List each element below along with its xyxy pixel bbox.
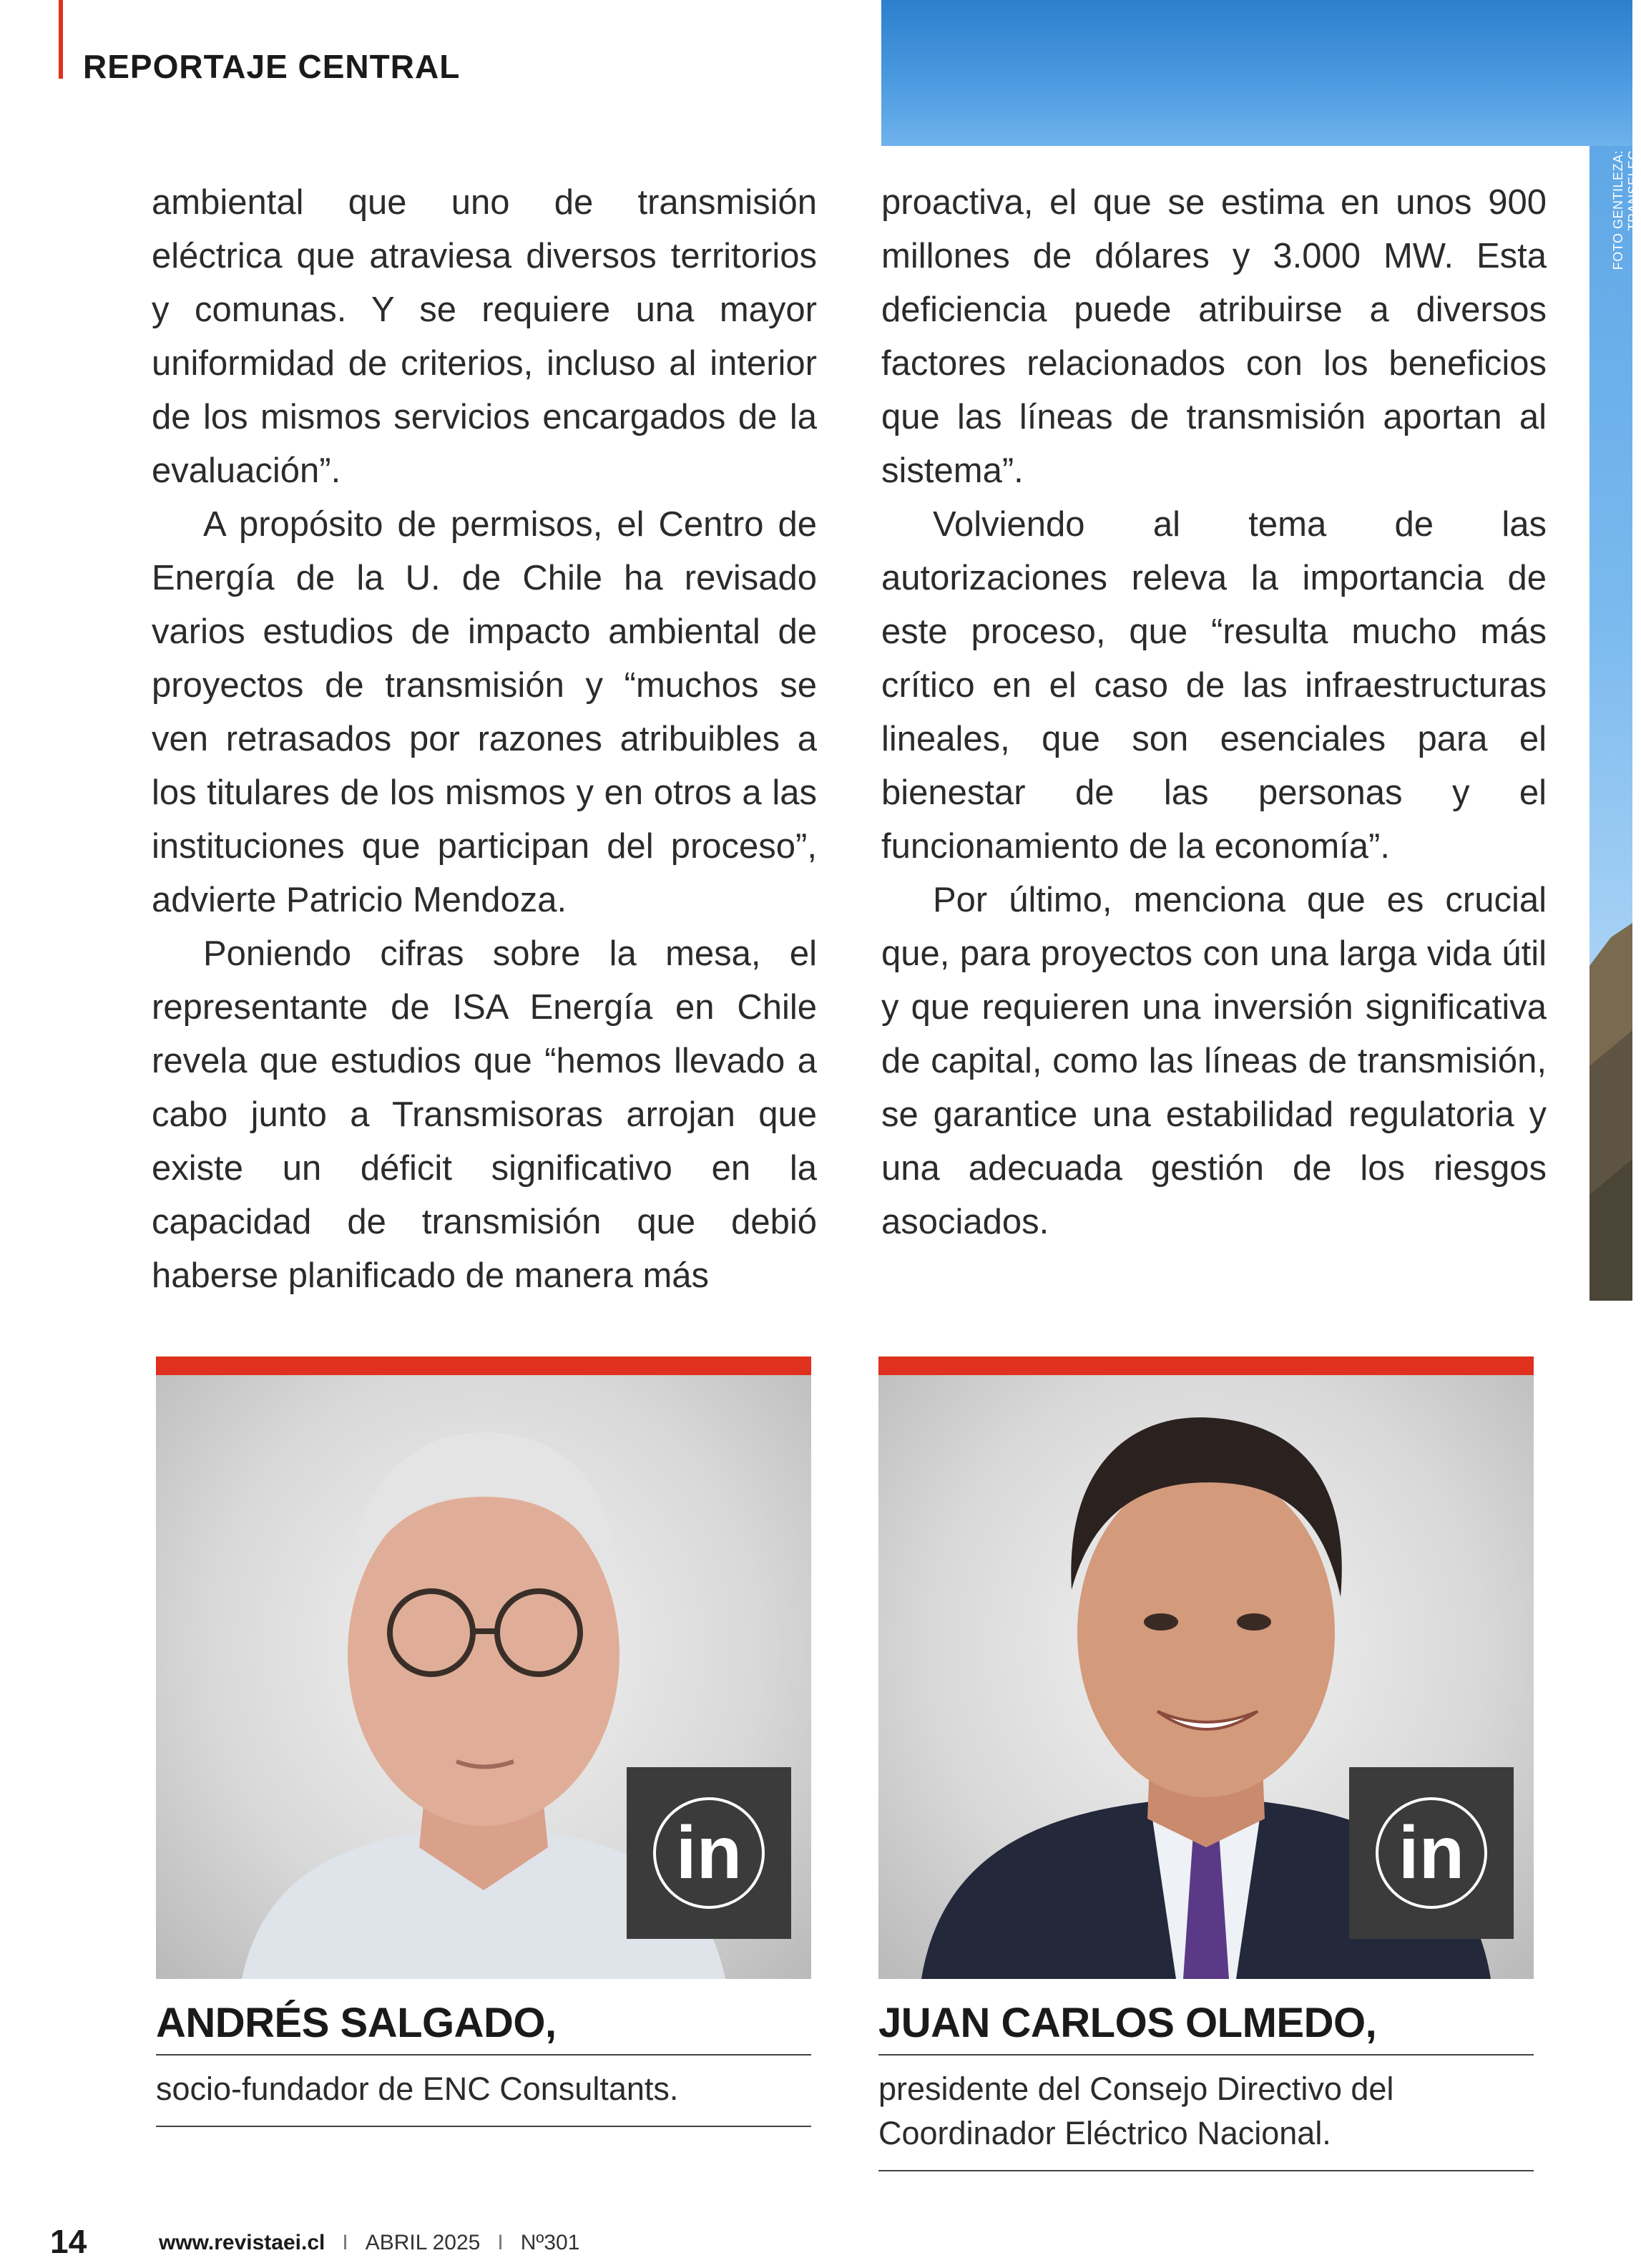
profile-card-salgado — [156, 1357, 811, 2127]
linkedin-icon: in — [1376, 1797, 1487, 1909]
linkedin-button[interactable] — [1349, 1767, 1514, 1939]
paragraph: ambiental que uno de transmisión eléctrica que atraviesa diversos territorios y comunas. Y se requiere una mayor uniformidad de criterios, incluso al interior de los mismos servicios encargados de la evaluación”. — [152, 183, 817, 490]
photo-credit: FOTO GENTILEZA: TRANSELEC — [1611, 150, 1640, 270]
right-text-column — [881, 176, 1547, 1249]
paragraph: Por último, menciona que es crucial que, para proyectos con una larga vida útil y que requieren una inversión significativa de capital, como las líneas de transmisión, se garantice una estabilidad regulatoria y una adecuada gestión de los riesgos asociados. — [881, 881, 1547, 1241]
paragraph: proactiva, el que se estima en unos 900 millones de dólares y 3.000 MW. Esta deficiencia puede atribuirse a diversos factores relacionados con los beneficios que las líneas de transmisión aportan al sistema”. — [881, 183, 1547, 490]
profile-name: ANDRÉS SALGADO, — [156, 1999, 811, 2056]
paragraph: A propósito de permisos, el Centro de Energía de la U. de Chile ha revisado varios estudios de impacto ambiental de proyectos de transmisión y “muchos se ven retrasados por razones atribuibles a los titulares de los mismos y en otros a las instituciones que participan del proceso”, advierte Patricio Mendoza. — [152, 505, 817, 919]
issue-number: Nº301 — [520, 2231, 580, 2254]
paragraph: Poniendo cifras sobre la mesa, el representante de ISA Energía en Chile revela que estudios que “hemos llevado a cabo junto a Transmisoras arrojan que existe un déficit significativo en la capacidad de transmisión que debió haberse planificado de manera más — [152, 934, 817, 1295]
sky-photo — [881, 0, 1632, 146]
profile-role: socio-fundador de ENC Consultants. — [156, 2067, 811, 2127]
footer-separator: I — [497, 2231, 504, 2254]
section-title: REPORTAJE CENTRAL — [83, 48, 461, 85]
issue-date: ABRIL 2025 — [365, 2231, 481, 2254]
portrait-photo-olmedo — [878, 1375, 1534, 1979]
linkedin-icon: in — [653, 1797, 765, 1909]
profile-card-olmedo — [878, 1357, 1534, 2171]
profile-name: JUAN CARLOS OLMEDO, — [878, 1999, 1534, 2056]
page-number: 14 — [50, 2223, 87, 2260]
footer-info — [159, 2231, 579, 2255]
mountain-photo — [1589, 923, 1632, 1301]
card-accent-bar — [878, 1357, 1534, 1375]
linkedin-button[interactable] — [627, 1767, 791, 1939]
left-text-column — [152, 176, 817, 1303]
profile-role: presidente del Consejo Directivo del Coordinador Eléctrico Nacional. — [878, 2067, 1534, 2171]
card-accent-bar — [156, 1357, 811, 1375]
website-link[interactable]: www.revistaei.cl — [159, 2231, 325, 2254]
paragraph: Volviendo al tema de las autorizaciones releva la importancia de este proceso, que “resulta mucho más crítico en el caso de las infraestructuras lineales, que son esenciales para el bienestar de las personas y el funcionamiento de la economía”. — [881, 505, 1547, 866]
portrait-photo-salgado — [156, 1375, 811, 1979]
footer-separator: I — [342, 2231, 348, 2254]
header-accent-rule — [59, 0, 63, 79]
